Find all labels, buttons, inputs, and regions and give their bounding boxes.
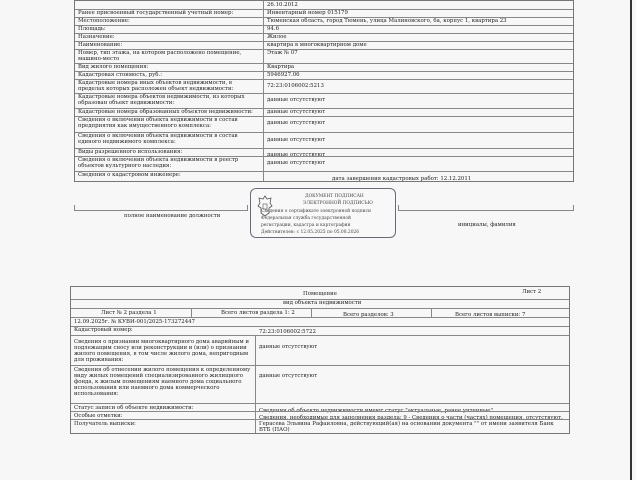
section-heading: Помещение (303, 291, 337, 297)
meta-sections-total: Всего разделов: 3 (343, 312, 394, 318)
row-value-emergency: данные отсутствуют (259, 344, 318, 350)
doc-number: 12.09.2025г. № КУВИ-001/2025-173272447 (74, 319, 195, 325)
signature-bar-right (398, 205, 574, 211)
meta-sheet-number: Лист № 2 раздела 1 (101, 310, 157, 316)
row-label-heritage: Сведения о включении объекта недвижимости в реестр объектов культурного наследия: (78, 157, 239, 169)
row-value-heritage: данные отсутствуют (267, 160, 326, 166)
row-value-area: 94.6 (267, 26, 280, 32)
row-value-engineer: дата завершения кадастровых работ: 12.12.2011 (332, 176, 472, 182)
right-edge-bar (630, 0, 632, 480)
row-label-recipient: Получатель выписки: (74, 421, 136, 427)
row-value-specialized-fund: данные отсутствуют (259, 373, 318, 379)
row-value-prev-number: Инвентарный номер 015179 (267, 10, 348, 16)
row-value-parent-objects: 72:23:0106002:5213 (267, 83, 324, 89)
stamp-line-5: регистрации, кадастра и картографии (261, 223, 351, 228)
row-date-value: 26.10.2012 (267, 2, 298, 8)
row-label-purpose: Назначение: (78, 34, 115, 40)
row-label-enterprise: Сведения о включении объекта недвижимости в состав предприятия как имущественного комплекса: (78, 117, 238, 129)
row-label-single-complex: Сведения о включении объекта недвижимости в состав единого недвижимого комплекса: (78, 133, 238, 145)
row-value-location: Тюменская область, город Тюмень, улица Малиновского, 6а, корпус 1, квартира 23 (267, 18, 507, 24)
row-label-prev-number: Ранее присвоенный государственный учетный номер: (78, 10, 234, 16)
row-label-emergency: Сведения о признании многоквартирного дома аварийным и подлежащим сносу или реконструкции и (или) о признании жилого помещения, в том числе жилого дома, непригодным для проживания: (74, 339, 249, 363)
row-label-dwelling-type: Вид жилого помещения: (78, 64, 149, 70)
row-value-cadastral-cost: 5946927.06 (267, 72, 300, 78)
row-value-enterprise: данные отсутствуют (267, 120, 326, 126)
electronic-signature-stamp (250, 188, 396, 238)
row-label-source-objects: Кадастровые номера объектов недвижимости, из которых образован объект недвижимости: (78, 94, 245, 106)
meta-section-sheets: Всего листов раздела 1: 2 (221, 310, 295, 316)
row-label-record-status: Статус записи об объекте недвижимости: (74, 405, 194, 411)
position-caption: полное наименование должности (124, 213, 221, 219)
top-property-table (74, 0, 574, 182)
row-value-source-objects: данные отсутствуют (267, 97, 326, 103)
row-value-purpose: Жилое (267, 34, 287, 40)
stamp-line-3: Сведения о сертификате электронной подписи (261, 209, 371, 214)
row-value-recipient: Герасева Эльвина Рафаиловна, действующий(ая) на основании документа "" от имени заявителя Банк ВТБ (ПАО) (259, 421, 554, 433)
row-value-name: квартира в многоквартирном доме (267, 42, 367, 48)
row-label-location: Местоположение: (78, 18, 130, 24)
row-value-single-complex: данные отсутствуют (267, 137, 326, 143)
row-label-area: Площадь: (78, 26, 106, 32)
cadastral-number-value: 72:23:0106002:5722 (259, 329, 316, 335)
stamp-line-2: ЭЛЕКТРОННОЙ ПОДПИСЬЮ (303, 201, 373, 206)
stamp-line-4: Федеральная служба государственной (261, 216, 351, 221)
cadastral-number-label: Кадастровый номер: (74, 327, 133, 333)
meta-extract-sheets: Всего листов выписки: 7 (455, 312, 526, 318)
row-label-permitted-use: Виды разрешенного использования: (78, 149, 183, 155)
row-label-cadastral-cost: Кадастровая стоимость, руб.: (78, 72, 163, 78)
row-label-floor: Номер, тип этажа, на котором расположено помещение, машино-место (78, 50, 242, 62)
row-label-engineer: Сведения о кадастровом инженере: (78, 172, 181, 178)
stamp-line-6: Действителен: с 12.05.2025 по 05.08.2026 (261, 230, 360, 235)
row-label-derived-objects: Кадастровые номера образованных объектов недвижимости: (78, 109, 253, 115)
row-value-floor: Этаж № 07 (267, 50, 298, 56)
row-value-derived-objects: данные отсутствуют (267, 109, 326, 115)
row-label-name: Наименование: (78, 42, 123, 48)
stamp-line-1: ДОКУМЕНТ ПОДПИСАН (305, 194, 364, 199)
row-value-permitted-use: данные отсутствуют (267, 152, 326, 158)
row-value-dwelling-type: Квартира (267, 64, 295, 70)
row-label-parent-objects: Кадастровые номера иных объектов недвижимости, в пределах которых расположен объект недвижимости: (78, 80, 234, 92)
row-label-special-marks: Особые отметки: (74, 413, 123, 419)
row-value-record-status: Сведения об объекте недвижимости имеют статус "актуальные, ранее учтенные" (259, 408, 493, 414)
sheet-label: Лист 2 (522, 289, 542, 295)
row-label-specialized-fund: Сведения об отнесении жилого помещения к определенному виду жилых помещений специализированного жилищного фонда, к жилым помещениям наемного дома социального использования или наемного дома коммерческого использования: (74, 367, 251, 397)
initials-caption: инициалы, фамилия (458, 222, 516, 228)
row-value-special-marks: Сведения, необходимые для заполнения раздела: 9 - Сведения о части (частях) помещения, отсутствуют. (259, 415, 563, 421)
bottom-property-table (70, 286, 570, 434)
signature-bar-left (74, 205, 248, 211)
section-subheading: вид объекта недвижимости (283, 300, 362, 306)
